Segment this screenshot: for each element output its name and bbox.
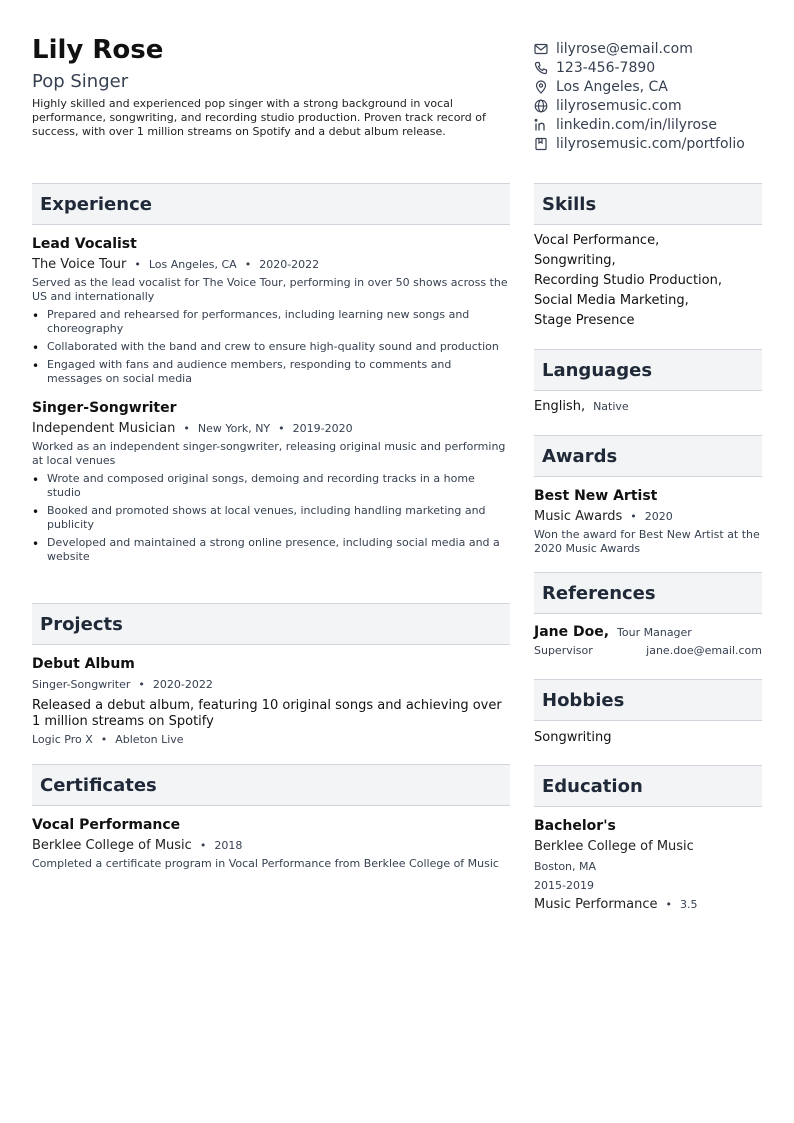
certificate-meta — [32, 837, 510, 855]
language-item — [534, 399, 762, 414]
reference-item — [534, 624, 762, 640]
skills-list — [534, 231, 762, 331]
job-org: The Voice Tour — [32, 257, 127, 272]
project-description: Released a debut album, featuring 10 original songs and achieving over 1 million streams on Spotify — [32, 698, 502, 729]
project-role: Singer-Songwriter — [32, 678, 131, 691]
education-school: Berklee College of Music — [534, 839, 694, 854]
separator-dot: • — [100, 733, 108, 746]
list-item: • Engaged with fans and audience members, responding to comments and messages on social media — [32, 358, 510, 386]
education-gpa: 3.5 — [680, 898, 698, 911]
contact-location — [534, 77, 789, 96]
projects-heading: Projects — [32, 603, 510, 645]
project-dates: 2020-2022 — [152, 678, 213, 691]
education-location: Boston, MA — [534, 860, 597, 873]
contact-linkedin[interactable] — [534, 115, 789, 134]
skill-item: Recording Studio Production, — [534, 273, 722, 288]
contact-location-text: Los Angeles, CA — [556, 78, 668, 95]
contact-phone[interactable] — [534, 58, 789, 77]
reference-name: Jane Doe, — [534, 624, 610, 640]
summary-text: Highly skilled and experienced pop singer with a strong background in vocal performance, songwriting, and recording studio production. Proven track record of success, with over 1 million streams on Spotify and a debut album release. — [32, 97, 486, 138]
language-name: English, — [534, 399, 586, 414]
education-section — [534, 765, 762, 914]
contact-website[interactable] — [534, 96, 789, 115]
references-section — [534, 572, 762, 657]
skills-section — [534, 183, 762, 331]
awards-heading: Awards — [534, 435, 762, 477]
project-title: Debut Album — [32, 656, 135, 672]
job-meta — [32, 256, 510, 274]
contact-email[interactable] — [534, 39, 789, 58]
education-heading: Education — [534, 765, 762, 807]
projects-section — [32, 603, 510, 746]
linkedin-icon — [534, 118, 548, 132]
portfolio-icon — [534, 137, 548, 151]
separator-dot: • — [244, 258, 252, 271]
job-dates: 2020-2022 — [259, 258, 320, 271]
award-org: Music Awards — [534, 509, 623, 524]
list-item: • Wrote and composed original songs, demoing and recording tracks in a home studio — [32, 472, 510, 500]
award-item — [534, 487, 762, 556]
hobbies-heading: Hobbies — [534, 679, 762, 721]
award-description: Won the award for Best New Artist at the 2020 Music Awards — [534, 528, 760, 555]
certificate-item — [32, 816, 510, 871]
certificates-heading: Certificates — [32, 764, 510, 806]
separator-dot: • — [665, 898, 672, 911]
job-location: Los Angeles, CA — [148, 258, 237, 271]
candidate-name: Lily Rose — [32, 35, 164, 65]
education-item — [534, 817, 762, 914]
phone-icon — [534, 61, 548, 75]
contact-portfolio[interactable] — [534, 134, 789, 153]
tool-tag: Ableton Live — [115, 733, 184, 746]
separator-dot: • — [199, 839, 207, 852]
skill-item: Songwriting, — [534, 253, 616, 268]
language-level: Native — [593, 400, 629, 413]
location-icon — [534, 80, 548, 94]
tool-tag: Logic Pro X — [32, 733, 93, 746]
education-meta — [534, 896, 762, 914]
reference-email[interactable]: jane.doe@email.com — [646, 644, 762, 657]
certificate-org: Berklee College of Music — [32, 838, 192, 853]
candidate-role: Pop Singer — [32, 71, 129, 92]
experience-item — [32, 235, 510, 386]
separator-dot: • — [630, 510, 637, 523]
languages-section — [534, 349, 762, 414]
project-meta — [32, 676, 510, 694]
separator-dot: • — [183, 422, 190, 435]
list-item: • Prepared and rehearsed for performances, including learning new songs and choreography — [32, 308, 510, 336]
languages-heading: Languages — [534, 349, 762, 391]
job-description: Served as the lead vocalist for The Voice Tour, performing in over 50 shows across the US and internationally — [32, 276, 508, 303]
certificate-year: 2018 — [214, 839, 243, 852]
job-title: Lead Vocalist — [32, 236, 137, 252]
list-item: • Booked and promoted shows at local venues, including handling marketing and publicity — [32, 504, 510, 532]
job-location: New York, NY — [197, 422, 271, 435]
awards-section — [534, 435, 762, 556]
job-title: Singer-Songwriter — [32, 400, 177, 416]
award-year: 2020 — [644, 510, 673, 523]
hobby-item: Songwriting — [534, 730, 612, 745]
references-heading: References — [534, 572, 762, 614]
contact-email-text: lilyrose@email.com — [556, 40, 693, 57]
skill-item: Social Media Marketing, — [534, 293, 689, 308]
education-field: Music Performance — [534, 897, 658, 912]
education-dates: 2015-2019 — [534, 879, 594, 892]
mail-icon — [534, 42, 548, 56]
hobbies-section — [534, 679, 762, 745]
skills-heading: Skills — [534, 183, 762, 225]
skill-item: Stage Presence — [534, 313, 635, 328]
job-bullets — [32, 472, 510, 564]
separator-dot: • — [278, 422, 285, 435]
job-bullets — [32, 308, 510, 386]
job-org: Independent Musician — [32, 421, 176, 436]
skill-item: Vocal Performance, — [534, 233, 660, 248]
reference-position: Tour Manager — [617, 625, 692, 639]
project-item — [32, 655, 510, 746]
education-degree: Bachelor's — [534, 818, 616, 834]
list-item: • Collaborated with the band and crew to ensure high-quality sound and production — [32, 340, 510, 354]
separator-dot: • — [134, 258, 141, 271]
contact-website-text: lilyrosemusic.com — [556, 97, 682, 114]
contact-list — [534, 39, 789, 153]
award-title: Best New Artist — [534, 488, 658, 504]
resume-header — [32, 34, 502, 139]
experience-section — [32, 183, 510, 568]
job-meta — [32, 420, 510, 438]
reference-details — [534, 644, 762, 657]
contact-linkedin-text: linkedin.com/in/lilyrose — [556, 116, 717, 133]
list-item: • Developed and maintained a strong online presence, including social media and a website — [32, 536, 510, 564]
globe-icon — [534, 99, 548, 113]
certificate-description: Completed a certificate program in Vocal Performance from Berklee College of Music — [32, 857, 499, 870]
reference-relation: Supervisor — [534, 644, 593, 657]
experience-heading: Experience — [32, 183, 510, 225]
award-meta — [534, 508, 762, 526]
job-dates: 2019-2020 — [292, 422, 353, 435]
project-tools — [32, 733, 510, 746]
separator-dot: • — [138, 678, 145, 691]
contact-phone-text: 123-456-7890 — [556, 59, 656, 76]
certificates-section — [32, 764, 510, 871]
job-description: Worked as an independent singer-songwriter, releasing original music and performing at local venues — [32, 440, 506, 467]
certificate-title: Vocal Performance — [32, 817, 181, 833]
contact-portfolio-text: lilyrosemusic.com/portfolio — [556, 135, 745, 152]
experience-item — [32, 399, 510, 564]
